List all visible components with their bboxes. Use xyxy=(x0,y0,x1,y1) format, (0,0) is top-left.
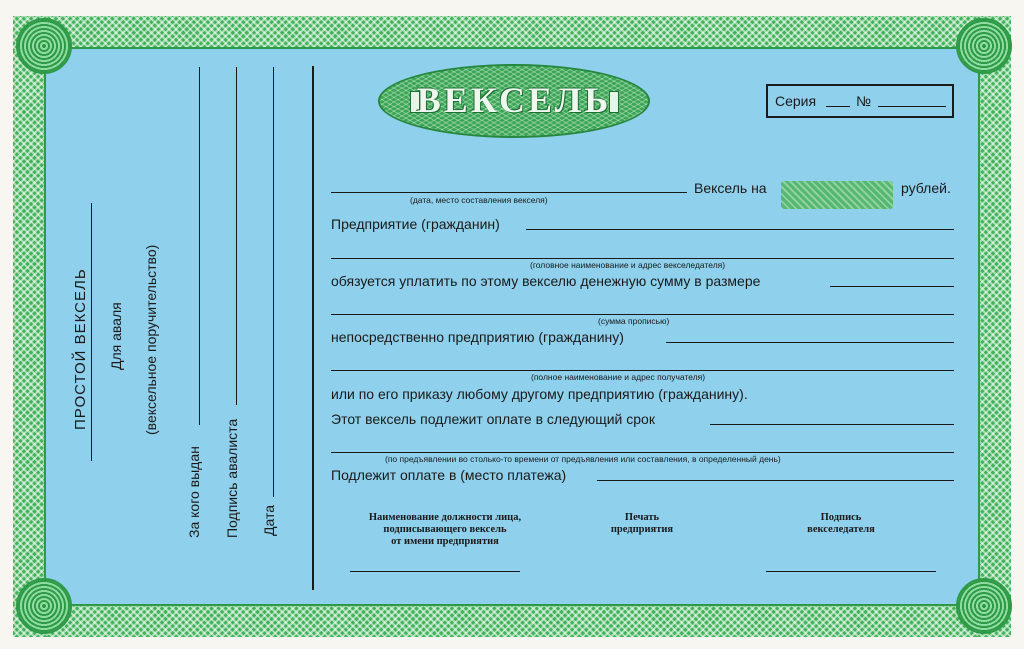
seal-caption-line-2: предприятия xyxy=(610,524,674,535)
simple-bill-label: ПРОСТОЙ ВЕКСЕЛЬ xyxy=(72,268,89,430)
corner-ornament-bottom-right xyxy=(956,578,1012,634)
series-field[interactable] xyxy=(826,106,850,107)
seal-caption xyxy=(580,512,704,536)
position-sign-field[interactable] xyxy=(350,571,520,572)
enterprise-label: Предприятие (гражданин) xyxy=(331,216,500,232)
date-place-field[interactable] xyxy=(331,192,687,193)
drawer-sign-field[interactable] xyxy=(766,571,936,572)
payee-caption: (полное наименование и адрес получателя) xyxy=(531,372,706,382)
date-line xyxy=(273,67,274,497)
corner-ornament-top-left xyxy=(16,18,72,74)
amount-start-field[interactable] xyxy=(830,286,954,287)
avalist-sign-line xyxy=(236,67,237,405)
simple-bill-line xyxy=(91,203,92,461)
position-caption-line-1: Наименование должности лица, xyxy=(368,512,522,523)
obligation-text: обязуется уплатить по этому векселю денежную сумму в размере xyxy=(331,273,761,289)
drawer-address-field[interactable] xyxy=(331,258,954,259)
position-caption-line-3: от имени предприятия xyxy=(391,536,499,547)
number-label: № xyxy=(856,93,872,109)
corner-ornament-top-right xyxy=(956,18,1012,74)
series-label: Серия xyxy=(775,93,817,109)
payee-field[interactable] xyxy=(666,342,954,343)
place-field[interactable] xyxy=(597,480,954,481)
amount-suffix: рублей. xyxy=(901,180,951,196)
term-detail-field[interactable] xyxy=(331,452,954,453)
term-caption: (по предъявлении во столько-то времени от предъявления или составления, в определенный день) xyxy=(385,454,781,464)
seal-caption-line-1: Печать xyxy=(624,512,660,523)
amount-prefix: Вексель на xyxy=(694,180,767,196)
drawer-sign-caption-line-1: Подпись xyxy=(820,512,862,523)
position-caption-line-2: подписывающего вексель xyxy=(383,524,507,535)
drawer-caption: (головное наименование и адрес векселедателя) xyxy=(530,260,726,270)
enterprise-field[interactable] xyxy=(526,229,954,230)
place-label: Подлежит оплате в (место платежа) xyxy=(331,467,567,483)
position-caption xyxy=(330,512,560,548)
term-field[interactable] xyxy=(710,424,954,425)
amount-words-caption: (сумма прописью) xyxy=(598,316,670,326)
guarantee-label: (вексельное поручительство) xyxy=(143,244,159,435)
payee-address-field[interactable] xyxy=(331,370,954,371)
drawer-sign-caption xyxy=(778,512,904,536)
document-title: ВЕКСЕЛЬ xyxy=(416,80,612,120)
term-label: Этот вексель подлежит оплате в следующий срок xyxy=(331,411,655,427)
for-aval-label: Для аваля xyxy=(108,302,124,370)
avalist-sign-label: Подпись авалиста xyxy=(224,418,240,538)
payee-label: непосредственно предприятию (гражданину) xyxy=(331,329,624,345)
date-place-caption: (дата, место составления векселя) xyxy=(410,195,548,205)
number-field[interactable] xyxy=(878,106,946,107)
issued-for-line xyxy=(199,67,200,425)
amount-words-field[interactable] xyxy=(331,314,954,315)
amount-figures-field[interactable] xyxy=(781,181,893,209)
drawer-sign-caption-line-2: векселедателя xyxy=(807,524,875,535)
date-label: Дата xyxy=(261,504,277,536)
issued-for-label: За кого выдан xyxy=(186,446,202,538)
corner-ornament-bottom-left xyxy=(16,578,72,634)
order-text: или по его приказу любому другому предприятию (гражданину). xyxy=(331,386,748,402)
strip-divider xyxy=(312,66,314,590)
